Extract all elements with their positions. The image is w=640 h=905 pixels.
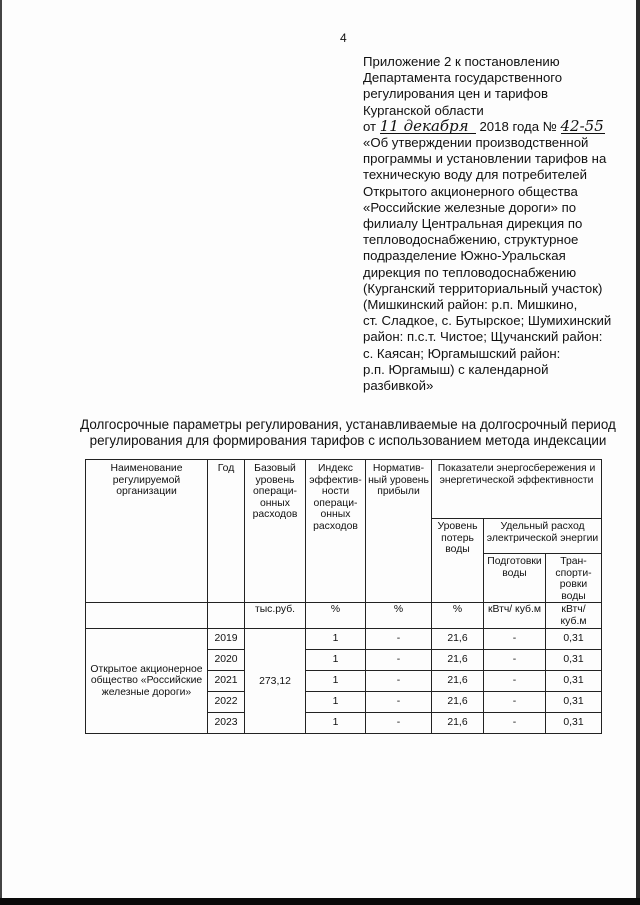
handwritten-date: 11 декабря bbox=[380, 120, 476, 134]
scan-bottom-edge bbox=[0, 898, 640, 905]
units-empty bbox=[86, 603, 208, 629]
unit-base: тыс.руб. bbox=[245, 603, 306, 629]
cell-index: 1 bbox=[306, 629, 366, 650]
cell-profit: - bbox=[366, 650, 432, 671]
header-energy: Показатели энергосбережения и энергетической эффективности bbox=[432, 460, 602, 519]
cell-prep: - bbox=[484, 692, 546, 713]
cell-prep: - bbox=[484, 629, 546, 650]
scan-right-edge bbox=[636, 0, 640, 905]
date-year: 2018 года № bbox=[479, 118, 557, 134]
appendix-header bbox=[363, 54, 625, 394]
subject-line: район: п.с.т. Чистое; Щучанский район: bbox=[363, 329, 603, 345]
unit-index: % bbox=[306, 603, 366, 629]
organization-name: Открытое акционерное общество «Российские железные дороги» bbox=[86, 629, 208, 734]
cell-transport: 0,31 bbox=[546, 671, 602, 692]
cell-losses: 21,6 bbox=[432, 713, 484, 734]
subject-line: филиалу Центральная дирекция по bbox=[363, 216, 583, 232]
table-row bbox=[86, 629, 602, 650]
subject-line: Открытого акционерного общества bbox=[363, 183, 578, 199]
cell-index: 1 bbox=[306, 692, 366, 713]
scan-left-edge bbox=[0, 0, 2, 905]
unit-losses: % bbox=[432, 603, 484, 629]
subject-line: подразделение Южно-Уральская bbox=[363, 248, 566, 264]
units-row bbox=[86, 603, 602, 629]
header-profit: Норматив-ный уровень прибыли bbox=[366, 460, 432, 603]
cell-index: 1 bbox=[306, 650, 366, 671]
subject-line: «Российские железные дороги» по bbox=[363, 199, 577, 215]
cell-prep: - bbox=[484, 671, 546, 692]
appendix-line: Департамента государственного bbox=[363, 70, 563, 86]
unit-profit: % bbox=[366, 603, 432, 629]
subject-line: (Курганский территориальный участок) bbox=[363, 280, 603, 296]
cell-prep: - bbox=[484, 650, 546, 671]
cell-index: 1 bbox=[306, 671, 366, 692]
cell-transport: 0,31 bbox=[546, 713, 602, 734]
title-line-2: регулирования для формирования тарифов с использованием метода индексации bbox=[89, 433, 607, 448]
cell-transport: 0,31 bbox=[546, 650, 602, 671]
cell-index: 1 bbox=[306, 713, 366, 734]
cell-profit: - bbox=[366, 629, 432, 650]
cell-transport: 0,31 bbox=[546, 629, 602, 650]
cell-losses: 21,6 bbox=[432, 629, 484, 650]
cell-prep: - bbox=[484, 713, 546, 734]
cell-year: 2019 bbox=[208, 629, 245, 650]
header-base: Базовый уровень операци-онных расходов bbox=[245, 460, 306, 603]
cell-losses: 21,6 bbox=[432, 650, 484, 671]
header-row bbox=[86, 460, 602, 519]
cell-profit: - bbox=[366, 713, 432, 734]
subject-line: «Об утверждении производственной bbox=[363, 135, 589, 151]
handwritten-number: 42-55 bbox=[560, 116, 604, 135]
unit-prep: кВтч/ куб.м bbox=[484, 603, 546, 629]
header-transport: Тран-спорти-ровки воды bbox=[546, 554, 602, 603]
header-index: Индекс эффектив-ности операци-онных расходов bbox=[306, 460, 366, 603]
cell-year: 2020 bbox=[208, 650, 245, 671]
cell-year: 2023 bbox=[208, 713, 245, 734]
appendix-line: Курганской области bbox=[363, 102, 484, 118]
regulation-parameters-table bbox=[85, 459, 602, 734]
header-year: Год bbox=[208, 460, 245, 603]
cell-year: 2021 bbox=[208, 671, 245, 692]
subject-line: дирекция по тепловодоснабжению bbox=[363, 264, 577, 280]
subject-line: тепловодоснабжению, структурное bbox=[363, 232, 579, 248]
cell-profit: - bbox=[366, 671, 432, 692]
date-prefix: от bbox=[363, 118, 377, 134]
subject-line: разбивкой» bbox=[363, 378, 434, 394]
subject-line: р.п. Юргамыш) с календарной bbox=[363, 361, 549, 377]
table-title bbox=[76, 417, 620, 449]
date-line bbox=[363, 116, 625, 135]
header-losses: Уровень потерь воды bbox=[432, 519, 484, 603]
header-org: Наименование регулируемой организации bbox=[86, 460, 208, 603]
cell-transport: 0,31 bbox=[546, 692, 602, 713]
cell-profit: - bbox=[366, 692, 432, 713]
page-number: 4 bbox=[340, 31, 347, 45]
unit-transport: кВтч/ куб.м bbox=[546, 603, 602, 629]
header-specific: Удельный расход электрической энергии bbox=[484, 519, 602, 554]
base-opex-value: 273,12 bbox=[245, 629, 306, 734]
header-prep: Подготовки воды bbox=[484, 554, 546, 603]
cell-losses: 21,6 bbox=[432, 692, 484, 713]
subject-line: ст. Сладкое, с. Бутырское; Шумихинский bbox=[363, 313, 612, 329]
appendix-line: регулирования цен и тарифов bbox=[363, 86, 548, 102]
units-empty bbox=[208, 603, 245, 629]
title-line-1: Долгосрочные параметры регулирования, устанавливаемые на долгосрочный период bbox=[80, 417, 616, 432]
subject-line: программы и установлении тарифов на bbox=[363, 151, 607, 167]
appendix-line: Приложение 2 к постановлению bbox=[363, 54, 560, 69]
cell-losses: 21,6 bbox=[432, 671, 484, 692]
subject-line: (Мишкинский район: р.п. Мишкино, bbox=[363, 297, 578, 313]
cell-year: 2022 bbox=[208, 692, 245, 713]
subject-line: техническую воду для потребителей bbox=[363, 167, 587, 183]
subject-line: с. Каясан; Юргамышский район: bbox=[363, 345, 561, 361]
